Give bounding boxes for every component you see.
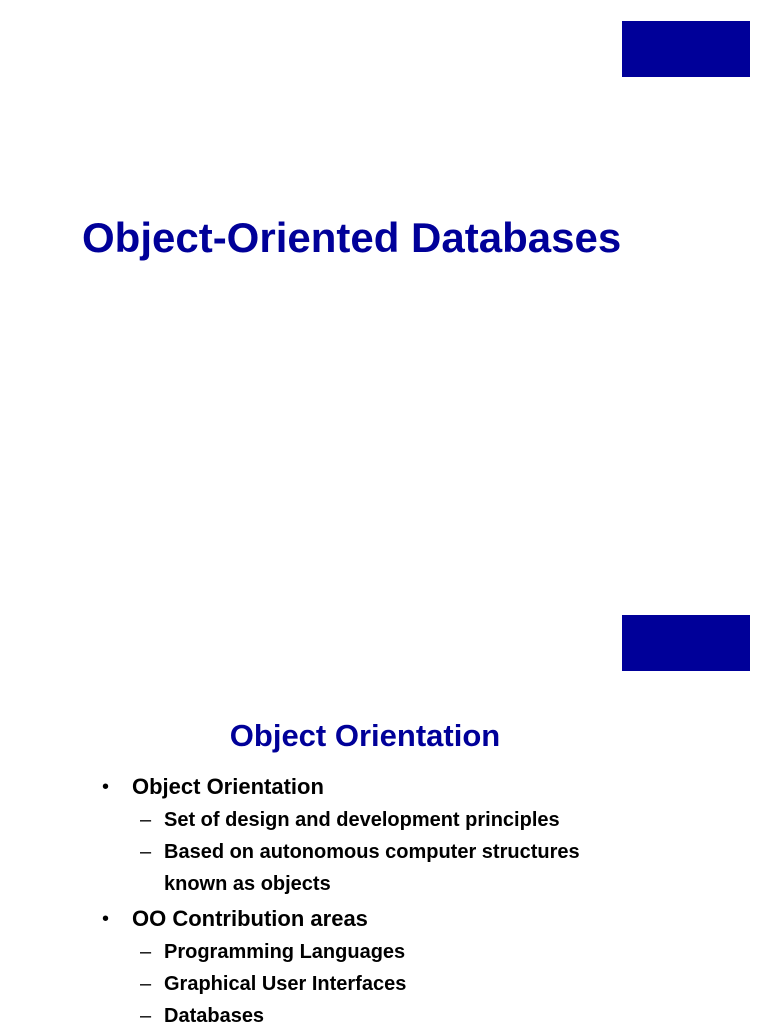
- sub-item: [132, 804, 580, 836]
- bullet-marker: •: [102, 908, 110, 930]
- bullet-text: OO Contribution areas: [132, 906, 368, 931]
- bullet-list: [100, 770, 580, 1024]
- dash-marker: –: [140, 841, 152, 863]
- dash-marker: –: [140, 973, 152, 995]
- bullet-item: [100, 902, 580, 1024]
- bullet-marker: •: [102, 776, 110, 798]
- sub-item-text: Graphical User Interfaces: [164, 973, 407, 995]
- dash-marker: –: [140, 809, 152, 831]
- sub-item-text-continued: known as objects: [164, 873, 331, 895]
- sub-item-text: Set of design and development principles: [164, 809, 560, 831]
- slide-title: Object-Oriented Databases: [82, 214, 622, 261]
- corner-accent-box: [622, 615, 750, 671]
- sub-item-text: Programming Languages: [164, 941, 406, 963]
- sub-item: [132, 936, 580, 968]
- corner-accent-box: [622, 21, 750, 77]
- sub-item-text: Databases: [164, 1005, 265, 1024]
- dash-marker: –: [140, 1005, 152, 1024]
- sub-list: [132, 936, 580, 1024]
- slide-title: Object Orientation: [229, 718, 501, 753]
- sub-list: [132, 804, 580, 900]
- sub-item: [132, 836, 580, 900]
- sub-item-text: Based on autonomous computer structures: [164, 841, 580, 863]
- bullet-text: Object Orientation: [132, 774, 324, 799]
- slide-object-orientation: [0, 595, 768, 1024]
- bullet-item: [100, 770, 580, 900]
- sub-item: [132, 968, 580, 1000]
- dash-marker: –: [140, 941, 152, 963]
- sub-item: [132, 1000, 580, 1024]
